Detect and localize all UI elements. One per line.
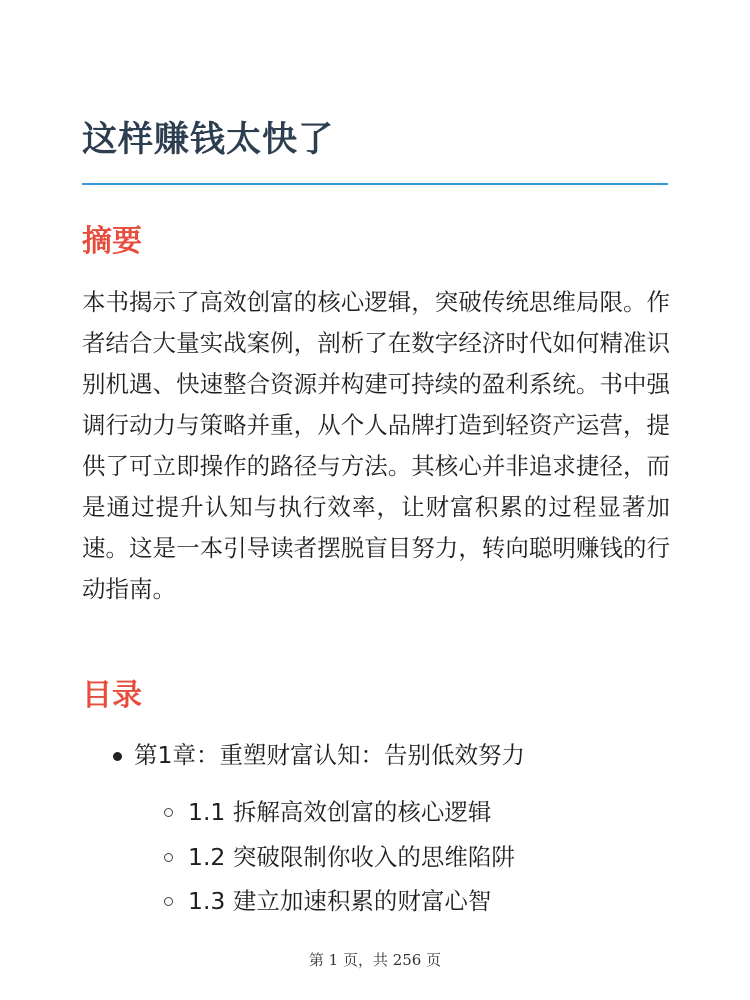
title-divider [82,183,668,185]
bullet-circle-icon [164,897,173,906]
bullet-circle-icon [164,808,173,817]
toc-section-1-1: 1.1 拆解高效创富的核心逻辑 [188,798,492,826]
toc-chapter-1: 第1章：重塑财富认知：告别低效努力 [134,741,525,769]
toc-heading: 目录 [82,678,142,713]
bullet-disc-icon [113,752,122,761]
summary-paragraph: 本书揭示了高效创富的核心逻辑，突破传统思维局限。作者结合大量实战案例，剖析了在数字经济时代如何精准识别机遇、快速整合资源并构建可持续的盈利系统。书中强调行动力与策略并重，从个人品牌打造到轻资产运营，提供了可立即操作的路径与方法。其核心并非追求捷径，而是通过提升认知与执行效率，让财富积累的过程显著加速。这是一本引导读者摆脱盲目努力，转向聪明赚钱的行动指南。 [82,288,670,603]
toc-section-1-3: 1.3 建立加速积累的财富心智 [188,887,492,915]
page-number-footer: 第 1 页，共 256 页 [308,951,442,969]
document-title: 这样赚钱太快了 [82,120,335,160]
summary-heading: 摘要 [82,224,142,259]
bullet-circle-icon [164,853,173,862]
toc-section-1-2: 1.2 突破限制你收入的思维陷阱 [188,843,515,871]
